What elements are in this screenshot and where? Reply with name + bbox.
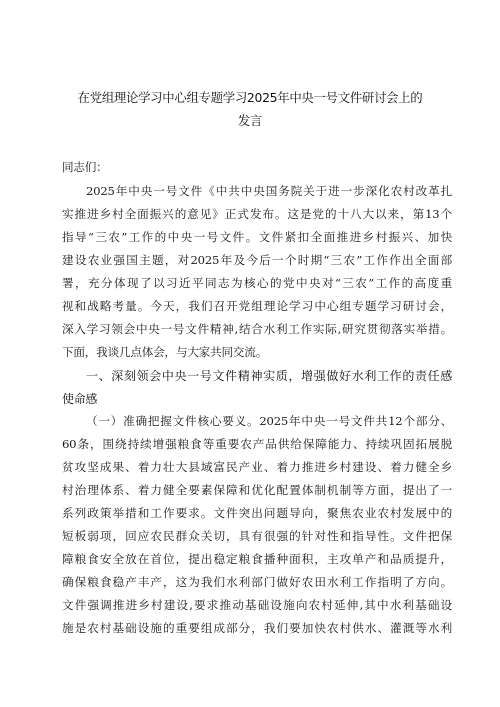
paragraph-2-line: 障粮食安全放在首位，提出稳定粮食播种面积，主攻单产和品质提升， bbox=[62, 552, 452, 566]
section-heading-1: 一、深刻领会中央一号文件精神实质，增强做好水利工作的责任感 bbox=[86, 369, 452, 383]
paragraph-2-line: 村治理体系、着力健全要素保障和优化配置体制机制等方面，提出了一 bbox=[62, 483, 452, 497]
paragraph-2-line: 短板弱项，回应农民群众关切，具有很强的针对性和指导性。文件把保 bbox=[62, 529, 452, 543]
document-title-line-2: 发言 bbox=[237, 113, 263, 128]
paragraph-2-line: 确保粮食稳产丰产，这为我们水利部门做好农田水利工作指明了方向。 bbox=[62, 575, 452, 589]
paragraph-1-line: 建设农业强国主题，对2025年及今后一个时期“三农”工作作出全面部 bbox=[62, 253, 452, 267]
document-title-line-1: 在党组理论学习中心组专题学习2025年中央一号文件研讨会上的 bbox=[77, 90, 423, 105]
paragraph-1-line: 下面，我谈几点体会，与大家共同交流。 bbox=[62, 345, 268, 359]
paragraph-2-line: 文件强调推进乡村建设,要求推动基础设施向农村延伸,其中水利基础设 bbox=[62, 598, 452, 612]
paragraph-2-line: 贫攻坚成果、着力壮大县域富民产业、着力推进乡村建设、着力健全乡 bbox=[62, 460, 452, 474]
paragraph-2-line: 系列政策举措和工作要求。文件突出问题导向，聚焦农业农村发展中的 bbox=[62, 506, 452, 520]
paragraph-2-line: （一）准确把握文件核心要义。2025年中央一号文件共12个部分、 bbox=[86, 414, 452, 428]
paragraph-1-line: 指导“三农”工作的中央一号文件。文件紧扣全面推进乡村振兴、加快 bbox=[62, 230, 452, 244]
paragraph-1-line: 署，充分体现了以习近平同志为核心的党中央对“三农”工作的高度重 bbox=[62, 276, 452, 290]
section-heading-1-continued: 使命感 bbox=[62, 392, 98, 406]
paragraph-1-line: 2025年中央一号文件《中共中央国务院关于进一步深化农村改革扎 bbox=[86, 184, 452, 198]
paragraph-1-line: 视和战略考量。今天，我们召开党组理论学习中心组专题学习研讨会， bbox=[62, 299, 452, 313]
paragraph-2-line: 施是农村基础设施的重要组成部分，我们要加快农村供水、灌溉等水利 bbox=[62, 621, 452, 635]
paragraph-1-line: 深入学习领会中央一号文件精神,结合水利工作实际,研究贯彻落实举措。 bbox=[62, 322, 452, 336]
salutation: 同志们： bbox=[62, 160, 108, 174]
paragraph-2-line: 60条，围绕持续增强粮食等重要农产品供给保障能力、持续巩固拓展脱 bbox=[62, 437, 452, 451]
paragraph-1-line: 实推进乡村全面振兴的意见》正式发布。这是党的十八大以来，第13个 bbox=[62, 207, 452, 221]
